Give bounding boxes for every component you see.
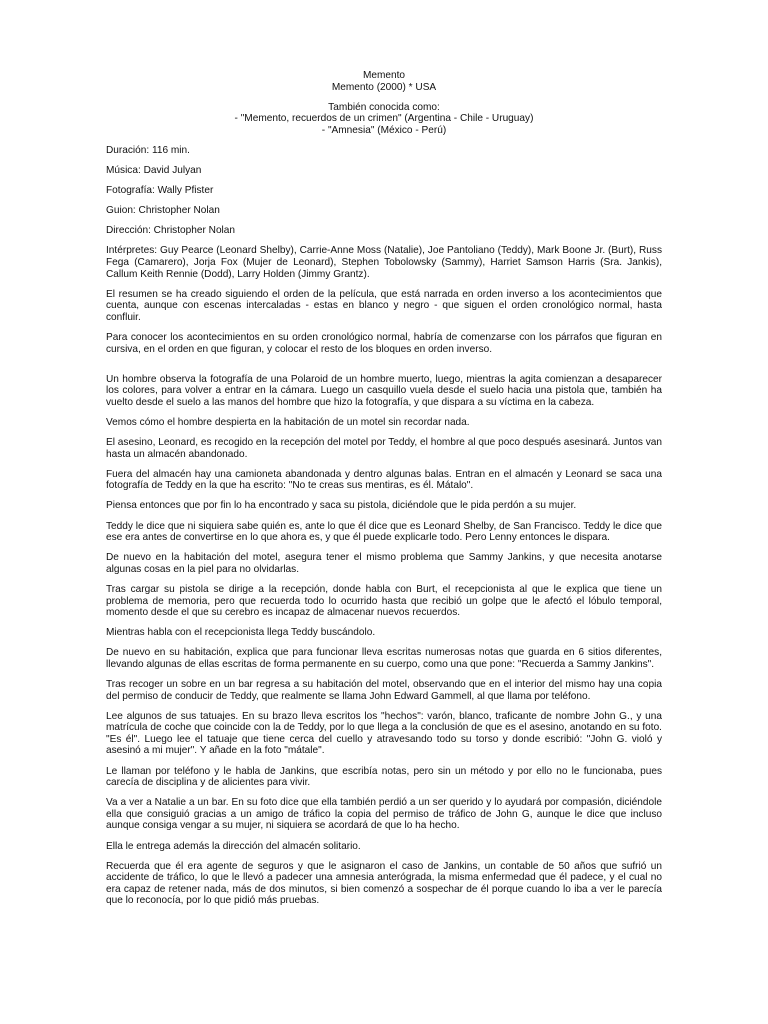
also-known-as	[106, 102, 662, 137]
aka-item: - "Memento, recuerdos de un crimen" (Argentina - Chile - Uruguay)	[234, 113, 534, 125]
intro-paragraph: Para conocer los acontecimientos en su orden cronológico normal, habría de comenzarse con los párrafos que figuran en cursiva, en el orden en que figuran, y colocar el resto de los bloques en orden inverso.	[106, 332, 662, 355]
body-paragraph: Un hombre observa la fotografía de una Polaroid de un hombre muerto, luego, mientras la agita comienzan a desaparecer los colores, para volver a entrar en la cámara. Luego un casquillo vuela desde el suelo hacia una pistola que, también ha vuelto desde el suelo a las manos del hombre que hizo la fotografía, y que dispara a su víctima en la cabeza.	[106, 373, 662, 408]
credit-photography: Fotografía: Wally Pfister	[106, 185, 214, 197]
body-paragraph: Recuerda que él era agente de seguros y que le asignaron el caso de Jankins, un contable de 50 años que sufrió un accidente de tráfico, lo que le llevó a padecer una amnesia anterógrada, la misma enfermedad que él padece, y el cual no era capaz de retener nada, más de dos minutos, si bien comenzó a sospechar de él porque cuando lo iba a ver le parecía que lo reconocía, por lo que pidió más pruebas.	[106, 860, 662, 907]
body-paragraph: El asesino, Leonard, es recogido en la recepción del motel por Teddy, el hombre al que poco después asesinará. Juntos van hasta un almacén abandonado.	[106, 437, 662, 460]
body-paragraph: Va a ver a Natalie a un bar. En su foto dice que ella también perdió a un ser querido y lo ayudará por compasión, diciéndole ella que consiguió gracias a un amigo de tráfico la copia del permiso de tráfico de John G, aunque le dice que incluso aunque consiga vengar a su mujer, ni siquiera se acordará de que lo ha hecho.	[106, 797, 662, 832]
body-paragraph: De nuevo en la habitación del motel, asegura tener el mismo problema que Sammy Jankins, y que necesita anotarse algunas cosas en la piel para no olvidarlas.	[106, 552, 662, 575]
body-paragraph: Fuera del almacén hay una camioneta abandonada y dentro algunas balas. Entran en el almacén y Leonard se saca una fotografía de Teddy en la que ha escrito: "No te creas sus mentiras, es él. Mátalo".	[106, 468, 662, 492]
credit-direction: Dirección: Christopher Nolan	[106, 225, 236, 237]
body-paragraph: Tras recoger un sobre en un bar regresa a su habitación del motel, observando que en el interior del mismo hay una copia del permiso de conducir de Teddy, que realmente se llama John Edward Gammell, al que llama por teléfono.	[106, 678, 662, 702]
body-paragraph: Mientras habla con el recepcionista llega Teddy buscándolo.	[106, 627, 376, 639]
document-header	[106, 70, 662, 93]
credit-music: Música: David Julyan	[106, 165, 202, 177]
intro-paragraph: El resumen se ha creado siguiendo el orden de la película, que está narrada en orden inverso a los acontecimientos que cuenta, aunque con escenas intercaladas - estas en blanco y negro - que siguen el orden cronológico normal, hasta confluir.	[106, 288, 662, 323]
body-paragraph: Teddy le dice que ni siquiera sabe quién es, ante lo que él dice que es Leonard Shelby, de San Francisco. Teddy le dice que ese era antes de convertirse en lo que ahora es, y que él puede explicarle todo. Pero Lenny entonces le dispara.	[106, 520, 662, 544]
document-subtitle: Memento (2000) * USA	[331, 81, 437, 93]
body-paragraph: Vemos cómo el hombre despierta en la habitación de un motel sin recordar nada.	[106, 416, 470, 428]
body-paragraph: Piensa entonces que por fin lo ha encontrado y saca su pistola, diciéndole que le pida perdón a su mujer.	[106, 500, 577, 512]
body-paragraph: De nuevo en su habitación, explica que para funcionar lleva escritas numerosas notas que guarda en 6 sitios diferentes, llevando algunas de ellas escritas de forma permanente en su cuerpo, como una que pone: "Recuerda a Sammy Jankins".	[106, 647, 662, 670]
document-title: Memento	[362, 70, 406, 81]
aka-item: - "Amnesia" (México - Perú)	[321, 124, 447, 136]
credit-duration: Duración: 116 min.	[106, 144, 190, 156]
body-paragraph: Tras cargar su pistola se dirige a la recepción, donde habla con Burt, el recepcionista al que le explica que tiene un problema de memoria, pero que recuerda todo lo ocurrido hasta que recibió un golpe que le afectó el lóbulo temporal, momento desde el que su cerebro es incapaz de almacenar nuevos recuerdos.	[106, 583, 662, 619]
body-paragraph: Ella le entrega además la dirección del almacén solitario.	[106, 840, 361, 852]
body-paragraph: Lee algunos de sus tatuajes. En su brazo lleva escritos los "hechos": varón, blanco, traficante de nombre John G., y una matrícula de coche que coincide con la de Teddy, por lo que llega a la conclusión de que es el asesino, anotando en su foto. "Es él". Luego lee el tatuaje que tiene cerca del cuello y atravesando todo su torso y donde escribió: "John G. violó y asesinó a mi mujer". Y añade en la foto "mátale".	[106, 710, 662, 757]
credit-screenplay: Guion: Christopher Nolan	[106, 205, 220, 217]
body-paragraph: Le llaman por teléfono y le habla de Jankins, que escribía notas, pero sin un método y por ello no le funcionaba, pues carecía de disciplina y de alicientes para vivir.	[106, 765, 662, 789]
aka-heading: También conocida como:	[328, 101, 440, 113]
credit-cast: Intérpretes: Guy Pearce (Leonard Shelby), Carrie-Anne Moss (Natalie), Joe Pantoliano (Teddy), Mark Boone Jr. (Burt), Russ Fega (Camarero), Jorja Fox (Mujer de Leonard), Stephen Tobolowsky (Sammy), Harriet Samson Harris (Sra. Jankis), Callum Keith Rennie (Dodd), Larry Holden (Jimmy Grantz).	[106, 245, 662, 280]
document-page	[106, 70, 662, 915]
section-gap	[106, 364, 662, 374]
